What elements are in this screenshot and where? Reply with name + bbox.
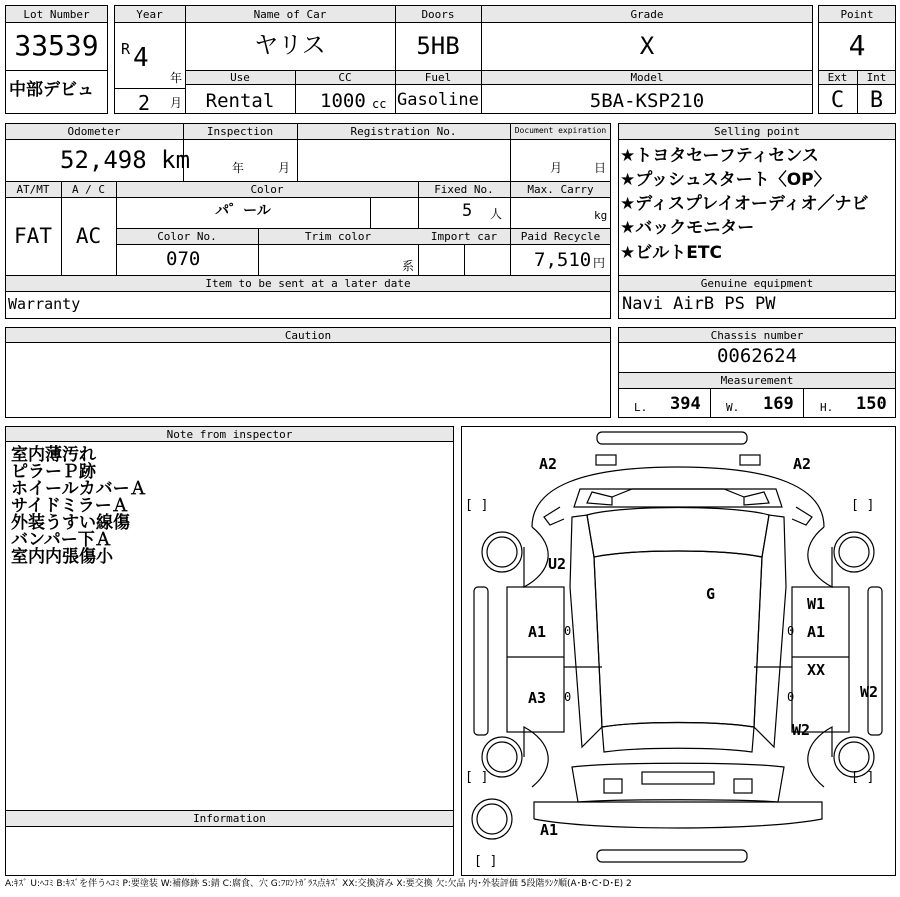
odometer-label: Odometer: [67, 125, 121, 138]
legend: A:ｷｽﾞ U:ﾍｺﾐ B:ｷｽﾞを伴うﾍｺﾐ P:要塗装 W:補修跡 S:錆 C:腐食、穴 G:ﾌﾛﾝﾄｶﾞﾗｽ点ｷｽﾞ XX:交換済み X:要交換 欠:欠品 内･外装評価 5段階ﾗﾝｸ順(A･B･C･D･E) 2: [5, 879, 632, 889]
lot-number-label: Lot Number: [23, 8, 90, 21]
import-car-label: Import car: [430, 230, 498, 243]
fixed-no-unit: 人: [490, 207, 503, 221]
damage-mark: A1: [540, 821, 559, 839]
car-outline: [462, 427, 895, 875]
damage-mark: W2: [860, 683, 879, 701]
era: R: [121, 40, 131, 58]
atmt-label: AT/MT: [16, 183, 50, 196]
color-no: 070: [166, 248, 201, 270]
name-label: Name of Car: [253, 8, 327, 21]
selling-point-item: ★プッシュスタート〈OP〉: [620, 170, 831, 190]
damage-mark: A1: [807, 623, 826, 641]
ext-label: Ext: [827, 71, 848, 84]
damage-mark: 0: [564, 690, 572, 704]
damage-mark: G: [706, 585, 716, 603]
information-label: Information: [193, 812, 266, 825]
model: 5BA-KSP210: [589, 90, 705, 112]
color-label: Color: [250, 183, 284, 196]
doors: 5HB: [416, 32, 460, 60]
max-carry-unit: kg: [594, 209, 608, 222]
length-label: L.: [634, 401, 648, 414]
fixed-no: 5: [462, 201, 473, 221]
color-no-label: Color No.: [157, 230, 217, 243]
damage-diagram: [461, 426, 896, 876]
damage-mark: XX: [807, 661, 826, 679]
bracket-mark: [ ]: [851, 498, 875, 513]
inspector-note-line: 室内内張傷小: [11, 547, 113, 567]
selling-point-item: ★トヨタセーフティセンス: [620, 146, 819, 166]
fuel-label: Fuel: [424, 71, 452, 84]
max-carry-label: Max. Carry: [527, 183, 594, 196]
bracket-mark: [ ]: [465, 498, 489, 513]
inspector-note-label: Note from inspector: [166, 428, 293, 441]
fixed-no-label: Fixed No.: [434, 183, 494, 196]
inspection-label: Inspection: [206, 125, 274, 138]
inspector-note-line: サイドミラーＡ: [11, 496, 129, 516]
bracket-mark: [ ]: [465, 770, 489, 785]
ac-label: A / C: [71, 183, 106, 196]
damage-mark: W1: [807, 595, 826, 613]
cc-unit: cc: [372, 97, 387, 111]
width: 169: [763, 394, 794, 414]
car-name: ヤリス: [254, 31, 326, 59]
paid-recycle-unit: 円: [593, 256, 606, 270]
registration-label: Registration No.: [350, 125, 457, 138]
selling-point-item: ★ディスプレイオーディオ／ナビ: [620, 194, 869, 214]
lot-number: 33539: [14, 29, 99, 62]
trim-unit: 系: [402, 259, 415, 273]
inspection-month-unit: 月: [278, 161, 291, 175]
point: 4: [848, 29, 866, 62]
inspector-note-line: ピラーＰ跡: [11, 462, 96, 482]
later-date-label: Item to be sent at a later date: [205, 277, 411, 290]
damage-mark: 0: [787, 624, 795, 638]
year-label: Year: [136, 8, 163, 21]
inspector-note-line: ホイールカバーＡ: [11, 479, 147, 499]
ext-grade: C: [830, 88, 845, 113]
caution-label: Caution: [284, 329, 332, 342]
auction-venue: 中部デビュ: [9, 80, 94, 100]
point-label: Point: [840, 8, 874, 21]
doc-exp-day-unit: 日: [594, 161, 607, 175]
selling-point-item: ★ビルトETC: [620, 243, 722, 263]
damage-mark: A2: [539, 455, 558, 473]
genuine-equipment-label: Genuine equipment: [700, 277, 814, 290]
cc: 1000: [320, 90, 366, 112]
year-unit: 年: [170, 71, 183, 85]
width-label: W.: [726, 401, 740, 414]
transmission: FAT: [14, 224, 52, 248]
height: 150: [856, 394, 887, 414]
grade: X: [639, 32, 655, 60]
damage-mark: W2: [792, 721, 811, 739]
damage-mark: 0: [564, 624, 572, 638]
paid-recycle: 7,510: [534, 249, 592, 271]
inspection-year-unit: 年: [232, 161, 245, 175]
int-grade: B: [869, 88, 884, 113]
inspector-note-line: バンパー下Ａ: [11, 530, 112, 550]
measurement-label: Measurement: [720, 374, 794, 387]
air-conditioning: AC: [75, 224, 102, 248]
damage-mark: A1: [528, 623, 547, 641]
later-date-value: Warranty: [8, 295, 81, 313]
damage-mark: A3: [528, 689, 547, 707]
int-label: Int: [866, 71, 887, 84]
doc-exp-label: Document expiration: [514, 126, 607, 135]
chassis-label: Chassis number: [710, 329, 804, 342]
inspector-note-line: 外装うすい線傷: [11, 513, 130, 533]
selling-point-label: Selling point: [713, 125, 801, 138]
fuel: Gasoline: [397, 90, 479, 110]
odometer: 52,498 km: [60, 146, 191, 174]
month-unit: 月: [170, 96, 183, 110]
trim-color-label: Trim color: [304, 230, 372, 243]
paid-recycle-label: Paid Recycle: [520, 230, 601, 243]
use-label: Use: [230, 71, 250, 84]
color: パ゜ール: [215, 203, 271, 219]
model-label: Model: [630, 71, 664, 84]
month: 2: [138, 91, 151, 115]
use: Rental: [205, 90, 275, 112]
bracket-mark: [ ]: [851, 770, 875, 785]
length: 394: [670, 394, 701, 414]
doors-label: Doors: [421, 8, 455, 21]
bracket-mark: [ ]: [474, 854, 498, 869]
damage-mark: 0: [787, 690, 795, 704]
selling-point-item: ★バックモニター: [620, 218, 755, 238]
cc-label: CC: [338, 71, 352, 84]
damage-mark: U2: [548, 555, 567, 573]
year: 4: [133, 43, 149, 73]
inspector-note-line: 室内薄汚れ: [11, 445, 96, 465]
doc-exp-month-unit: 月: [550, 161, 563, 175]
chassis-number: 0062624: [716, 345, 798, 367]
damage-mark: A2: [793, 455, 812, 473]
grade-label: Grade: [630, 8, 664, 21]
height-label: H.: [820, 401, 834, 414]
genuine-equipment: Navi AirB PS PW: [622, 294, 776, 314]
